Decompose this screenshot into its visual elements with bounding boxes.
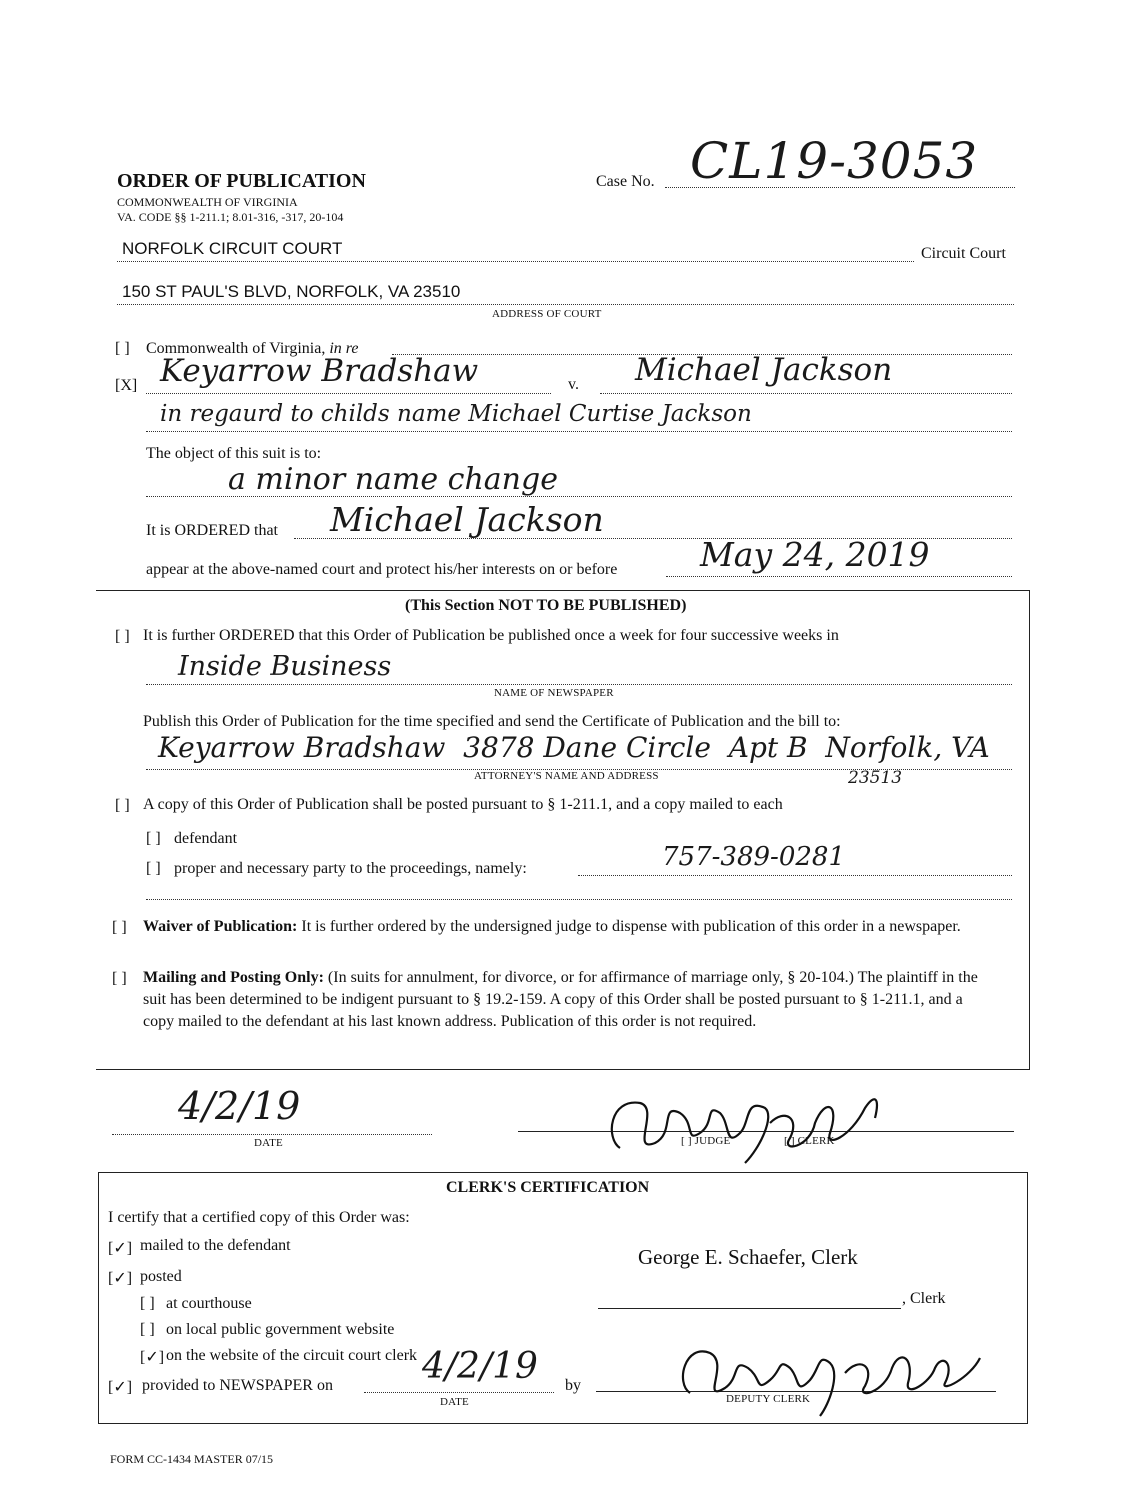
form-subtitle-1: COMMONWEALTH OF VIRGINIA xyxy=(117,195,298,209)
party-checkbox[interactable]: [ ] xyxy=(146,860,161,877)
newspaper-value: Inside Business xyxy=(178,651,392,682)
publish-checkbox[interactable]: [ ] xyxy=(115,628,130,645)
newspaper-date-caption: DATE xyxy=(440,1396,469,1408)
clerk-website-checkbox[interactable]: [✓] xyxy=(140,1349,165,1366)
party-option: proper and necessary party to the proceedings, namely: xyxy=(174,860,527,877)
party-checkbox-checked[interactable]: [X] xyxy=(115,377,138,394)
regarding-line xyxy=(146,430,1012,432)
court-address: 150 ST PAUL'S BLVD, NORFOLK, VA 23510 xyxy=(122,282,461,301)
object-value: a minor name change xyxy=(228,462,558,497)
form-number: FORM CC-1434 MASTER 07/15 xyxy=(110,1452,274,1466)
party-value: 757-389-0281 xyxy=(662,842,845,872)
waiver-checkbox[interactable]: [ ] xyxy=(112,919,127,936)
defendant-option: defendant xyxy=(174,830,238,847)
mailing-text: Mailing and Posting Only: (In suits for annulment, for divorce, or for affirmance of marriage only, § 20-104.) The plaintiff in the suit has been determined to be indigent pursuant to § 19.2-159. A copy of this Order shall be posted pursuant to § 1-211.1, and a copy mailed to the defendant at his last known address. Publication of this order is not required. xyxy=(143,969,978,1030)
posted-checkbox[interactable]: [✓] xyxy=(108,1270,133,1287)
attorney-zip: 23513 xyxy=(848,768,903,788)
object-line xyxy=(146,495,1012,497)
by-label: by xyxy=(565,1377,581,1394)
appear-date-line xyxy=(666,575,1012,577)
clerk-caption: [ ] CLERK xyxy=(784,1135,835,1147)
party-line-2 xyxy=(146,898,1012,900)
send-text: Publish this Order of Publication for the time specified and send the Certificate of Publication and the bill to: xyxy=(143,713,841,730)
newspaper-checkbox[interactable]: [✓] xyxy=(108,1379,133,1396)
court-name-line xyxy=(117,260,914,262)
circuit-court-suffix: Circuit Court xyxy=(921,245,1006,262)
appear-label: appear at the above-named court and protect his/her interests on or before xyxy=(146,561,618,578)
plaintiff-name: Keyarrow Bradshaw xyxy=(160,353,479,389)
courthouse-text: at courthouse xyxy=(166,1295,252,1312)
judge-signature xyxy=(600,1078,900,1168)
attorney-caption: ATTORNEY'S NAME AND ADDRESS xyxy=(474,770,659,782)
ordered-label: It is ORDERED that xyxy=(146,522,278,539)
clerk-name: George E. Schaefer, Clerk xyxy=(638,1245,858,1269)
judge-caption: [ ] JUDGE xyxy=(681,1135,731,1147)
signature-date-line xyxy=(112,1133,432,1135)
deputy-signature xyxy=(670,1328,1000,1418)
clerk-website-text: on the website of the circuit court clerk xyxy=(166,1347,418,1364)
form-subtitle-2: VA. CODE §§ 1-211.1; 8.01-316, -317, 20-104 xyxy=(117,210,344,224)
newspaper-date-line xyxy=(364,1391,554,1393)
newspaper-caption: NAME OF NEWSPAPER xyxy=(494,687,614,699)
signature-date-caption: DATE xyxy=(254,1137,283,1149)
mailing-checkbox[interactable]: [ ] xyxy=(112,970,127,987)
defendant-line xyxy=(600,392,1012,394)
certify-text: I certify that a certified copy of this Order was: xyxy=(108,1209,410,1226)
defendant-name: Michael Jackson xyxy=(635,352,893,388)
mailed-text: mailed to the defendant xyxy=(140,1237,291,1254)
newspaper-provided-text: provided to NEWSPAPER on xyxy=(142,1377,333,1394)
commonwealth-label: Commonwealth of Virginia, in re xyxy=(146,340,359,357)
copy-text: A copy of this Order of Publication shall be posted pursuant to § 1-211.1, and a copy mailed to each xyxy=(143,796,783,813)
signature-date: 4/2/19 xyxy=(178,1084,301,1128)
court-address-line xyxy=(117,303,1014,305)
newspaper-date: 4/2/19 xyxy=(422,1346,538,1387)
case-number-label: Case No. xyxy=(596,173,655,190)
local-website-text: on local public government website xyxy=(166,1321,395,1338)
court-name: NORFOLK CIRCUIT COURT xyxy=(122,239,343,258)
object-label: The object of this suit is to: xyxy=(146,445,322,462)
mailed-checkbox[interactable]: [✓] xyxy=(108,1240,133,1257)
deputy-clerk-caption: DEPUTY CLERK xyxy=(726,1393,811,1405)
appear-date: May 24, 2019 xyxy=(700,535,930,574)
courthouse-checkbox[interactable]: [ ] xyxy=(140,1295,155,1312)
commonwealth-checkbox[interactable]: [ ] xyxy=(115,340,130,357)
posted-text: posted xyxy=(140,1268,182,1285)
local-website-checkbox[interactable]: [ ] xyxy=(140,1321,155,1338)
party-line xyxy=(578,874,1012,876)
attorney-value: Keyarrow Bradshaw 3878 Dane Circle Apt B Norfolk, VA xyxy=(158,731,990,764)
versus-label: v. xyxy=(568,376,579,393)
waiver-text: Waiver of Publication: It is further ordered by the undersigned judge to dispense with publication of this order in a newspaper. xyxy=(143,918,961,935)
court-address-caption: ADDRESS OF COURT xyxy=(492,308,602,320)
clerk-cert-heading: CLERK'S CERTIFICATION xyxy=(446,1179,650,1196)
case-number-value: CL19-3053 xyxy=(690,132,979,190)
plaintiff-line xyxy=(146,392,551,394)
ordered-value: Michael Jackson xyxy=(330,500,604,539)
newspaper-line xyxy=(146,683,1012,685)
clerk-suffix: , Clerk xyxy=(902,1290,946,1307)
form-title: ORDER OF PUBLICATION xyxy=(117,170,366,192)
clerk-signature-line xyxy=(598,1307,901,1309)
copy-checkbox[interactable]: [ ] xyxy=(115,797,130,814)
publish-text: It is further ORDERED that this Order of Publication be published once a week for four successive weeks in xyxy=(143,627,839,644)
regarding-text: in regaurd to childs name Michael Curtise Jackson xyxy=(160,401,752,427)
defendant-checkbox[interactable]: [ ] xyxy=(146,830,161,847)
not-published-heading: (This Section NOT TO BE PUBLISHED) xyxy=(405,597,687,614)
